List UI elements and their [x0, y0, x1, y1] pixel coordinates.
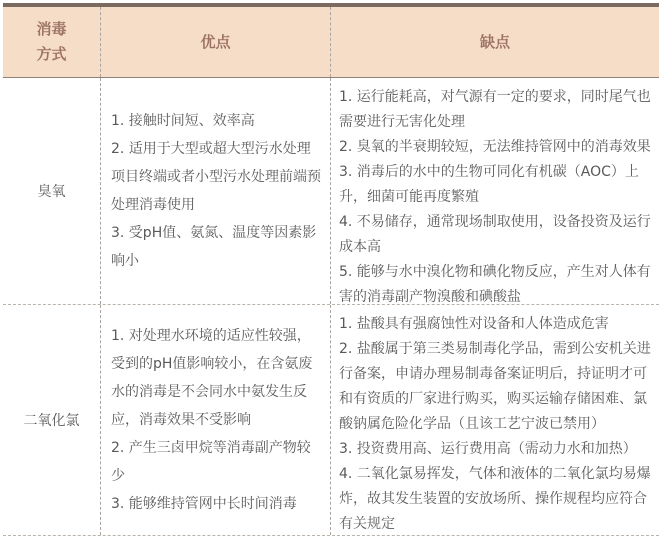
method-cell: 臭氧 — [37, 184, 66, 200]
table-row-chlorine-dioxide — [3, 305, 659, 536]
disadvantage-item: 4. 不易储存，通常现场制取使用，设备投资及运行成本高 — [339, 214, 651, 255]
header-method-line1: 消毒 — [36, 20, 67, 38]
advantages-cell — [100, 305, 330, 535]
header-method-line2: 方式 — [36, 45, 67, 63]
table-header-row — [3, 7, 659, 78]
disadvantage-item: 2. 臭氧的半衰期较短，无法维持管网中的消毒效果 — [339, 139, 651, 155]
method-cell: 二氧化氯 — [23, 413, 80, 429]
advantage-item: 2. 适用于大型或超大型污水处理项目终端或者小型污水处理前端预处理消毒使用 — [111, 141, 321, 213]
disadvantage-item: 3. 消毒后的水中的生物可同化有机碳（AOC）上升，细菌可能再度繁殖 — [339, 164, 639, 205]
disadvantage-item: 4. 二氧化氯易挥发，气体和液体的二氧化氯均易爆炸，故其发生装置的安放场所、操作规程均应符合有关规定 — [339, 466, 651, 532]
advantage-item: 1. 对处理水环境的适应性较强，受到的pH值影响较小，在含氨废水的消毒是不会同水中氨发生反应，消毒效果不受影响 — [111, 328, 313, 428]
table-row-ozone — [3, 78, 659, 305]
disadvantage-item: 1. 盐酸具有强腐蚀性对设备和人体造成危害 — [339, 316, 609, 332]
advantage-item: 3. 能够维持管网中长时间消毒 — [111, 496, 297, 512]
advantage-item: 1. 接触时间短、效率高 — [111, 113, 255, 129]
header-cell-disadvantages: 缺点 — [330, 7, 659, 77]
disadvantages-cell — [330, 305, 659, 535]
header-cell-method — [3, 7, 100, 77]
disadvantage-item: 2. 盐酸属于第三类易制毒化学品，需到公安机关进行备案，申请办理易制毒备案证明后，持证明才可和有资质的厂家进行购买，购买运输存储困难、氯酸钠属危险化学品（且该工艺宁波已禁用） — [339, 341, 651, 432]
disadvantage-item: 1. 运行能耗高，对气源有一定的要求，同时尾气也需要进行无害化处理 — [339, 89, 651, 130]
advantages-cell — [100, 78, 330, 304]
advantage-item: 2. 产生三卤甲烷等消毒副产物较少 — [111, 440, 311, 484]
advantage-item: 3. 受pH值、氨氮、温度等因素影响小 — [111, 225, 317, 269]
disadvantage-item: 3. 投资费用高、运行费用高（需动力水和加热） — [339, 441, 637, 457]
disadvantages-cell — [330, 78, 659, 304]
disinfection-comparison-table — [3, 3, 659, 536]
disadvantage-item: 5. 能够与水中溴化物和碘化物反应，产生对人体有害的消毒副产物溴酸和碘酸盐 — [339, 264, 651, 305]
header-cell-advantages: 优点 — [100, 7, 330, 77]
